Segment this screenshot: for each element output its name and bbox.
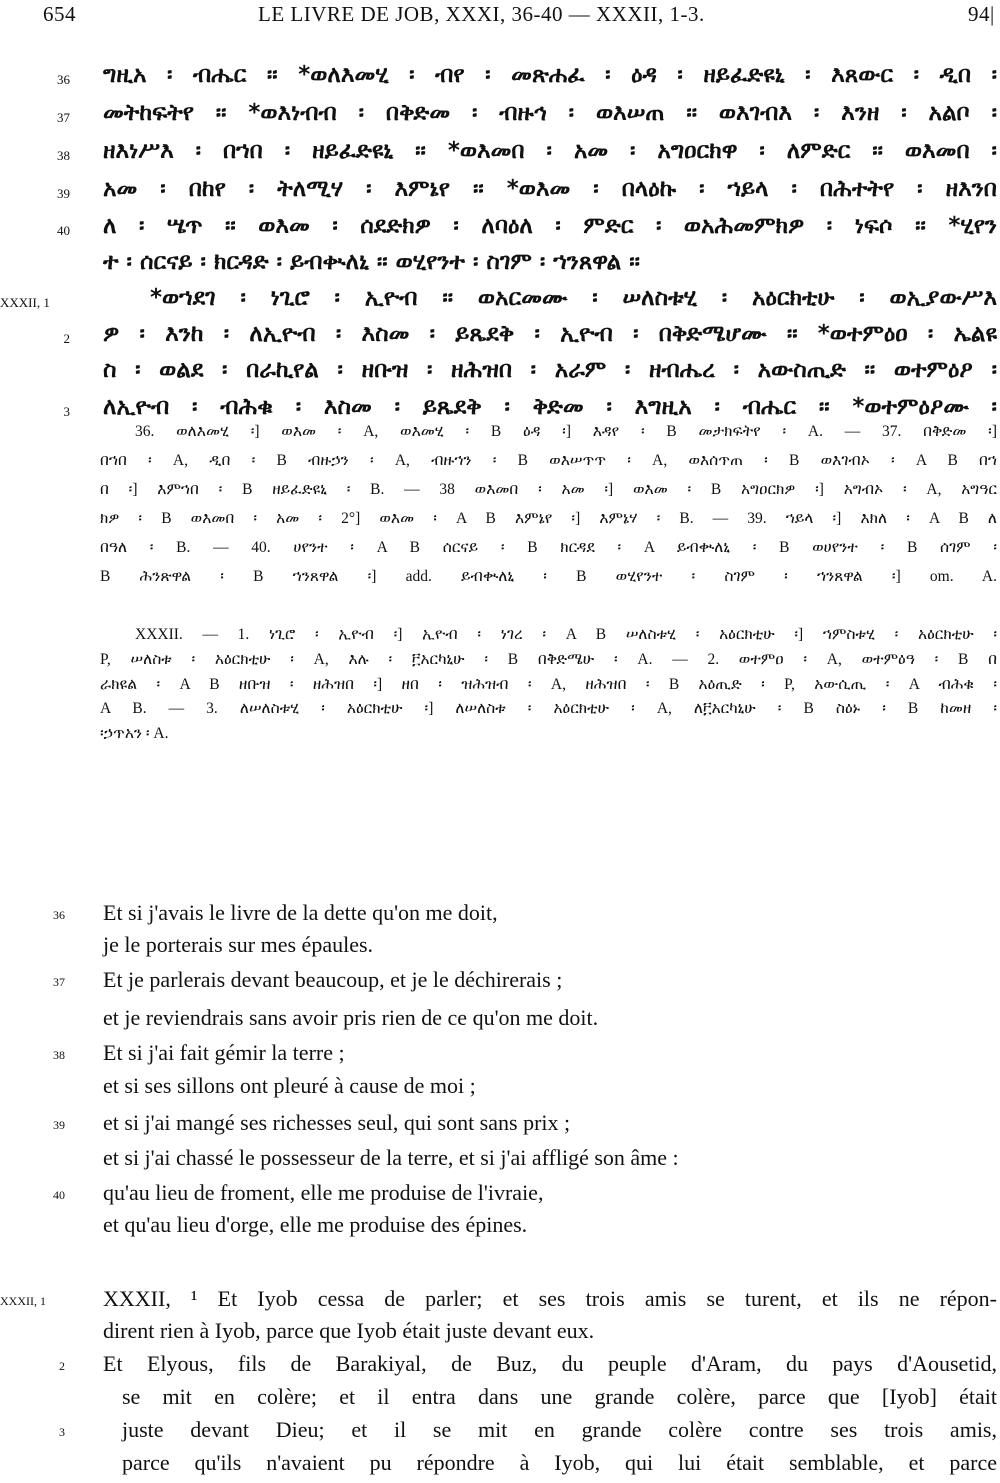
verse-number: 37 [57,110,70,125]
footnote-line: በዓለ ፡ B. — 40. ሀየንተ ፡ A B ሰርናይ ፡ B ክርዳደ ፡ A ይብቊለኒ ፡ B ወሀየንተ ፡ B ሰገም ፡ [100,539,997,556]
verse-number: 2 [59,1359,65,1373]
translation-line: et je reviendrais sans avoir pris rien de ce qu'on me doit. [103,1005,599,1030]
footnote-line: B ሕንጽዋል ፡ B ኀንጸዋል ፡] add. ይብቊለኒ ፡ B ወሂየንተ ፡ ስገም ፡ ኀንጸዋል ፡] om. A. [100,568,997,585]
verse-number: 38 [57,148,70,163]
translation-line: Et si j'ai fait gémir la terre ; [103,1040,345,1065]
footnote-line: በኀበ ፡ A, ዲበ ፡ B ብዙኃን ፡ A, ብዙኀን ፡ B ወእሠጥጥ ፡ A, ወእሰጥጠ ፡ B ወእገብኦ ፡ A B በኀ [100,452,997,469]
footnote-line: XXXII. — 1. ነጊሮ ፡ ኢዮብ ፡] ኢዮብ ፡ ነገረ ፡ A B ሠለስቱሂ ፡ አዕርክቲሁ ፡] ኀምስቱሂ ፡ አዕርክቲሁ ፡ [135,626,997,643]
footnote-line: A B. — 3. ለሠለስቱሂ ፡ አዕርክቲሁ ፡] ለሠለስቱ ፡ አዕርክቲሁ ፡ A, ለ፫አርካኒሁ ፡ B ስዕኑ ፡ B ከመዘ ፡ [100,700,997,717]
ethiopic-line: ግዚአ ፡ ብሔር ። *ወለእመሂ ፡ ብየ ፡ መጽሐፈ ፡ ዕዳ ፡ ዘይፈድዩኒ ፡ እጸውር ፡ ዲበ ፡ [103,62,997,88]
verse-number: 39 [57,186,70,201]
ethiopic-line: ዘእነሥእ ፡ በኀበ ፡ ዘይፈድዩኒ ። *ወእመበ ፡ አመ ፡ አግዐርክዋ ፡ ለምድር ። ወእመበ ፡ [103,138,997,164]
verse-number: XXXII, 1 [0,295,50,310]
footnote-line: ራክዩል ፡ A B ዘቡዝ ፡ ዘሕዝበ ፡] ዘበ ፡ ዝሕዝብ ፡ A, ዘሕዝበ ፡ B አዕጢድ ፡ P, አውሲጢ ፡ A ብሕቁ ፡ [100,676,997,693]
ethiopic-line: ለ ፡ ሤጥ ። ወእመ ፡ ሰደድክዎ ፡ ለባዕለ ፡ ምድር ፡ ወአሕመምክዎ ፡ ነፍሶ ። *ሂየን [103,213,997,239]
ethiopic-line: ተ ፡ ሰርናይ ፡ ክርዳድ ፡ ይብቊለኒ ። ወሂየንተ ፡ ስገም ፡ ኀንጸዋል ። [103,249,640,275]
verse-number: 2 [63,331,70,346]
translation-line: se mit en colère; et il entra dans une grande colère, parce que [Iyob] était [122,1384,997,1409]
verse-number: 39 [53,1118,65,1132]
verse-number: 37 [53,975,65,989]
ethiopic-line: *ወኀደገ ፡ ነጊሮ ፡ ኢዮብ ። ወአርመሙ ፡ ሠለስቱሂ ፡ አዕርክቲሁ ፡ ወኢያውሥእ [150,285,997,311]
translation-line: je le porterais sur mes épaules. [103,932,374,957]
translation-line: et si j'ai mangé ses richesses seul, qui sont sans prix ; [103,1110,571,1135]
verse-number: 36 [57,72,70,87]
verse-number: 3 [63,404,70,419]
ethiopic-line: አመ ፡ በከየ ፡ ትለሚሃ ፡ እምኔየ ። *ወእመ ፡ በላዕኩ ፡ ኀይላ ፡ በሕተትየ ፡ ዘእንበ [103,176,997,202]
footnote-line: 36. ወለእመሂ ፡] ወእመ ፡ A, ወእመሂ ፡ B ዕዳ ፡] እዳየ ፡ B መታክፍትየ ፡ A. — 37. በቅድመ ፡] [135,423,997,440]
translation-line: Et si j'avais le livre de la dette qu'on me doit, [103,900,498,925]
footnote-line: በ ፡] እምኀበ ፡ B ዘይፈድዩኒ ፡ B. — 38 ወእመበ ፡ አመ ፡] ወእመ ፡ B አግዐርክዎ ፡] አግብኦ ፡ A, አግዓር [100,481,997,498]
translation-line: XXXII, ¹ Et Iyob cessa de parler; et ses trois amis se turent, et ils ne répon- [103,1286,997,1311]
translation-line: juste devant Dieu; et il se mit en grande colère contre ses trois amis, [122,1417,997,1442]
ethiopic-line: መትከፍትየ ። *ወእነብብ ፡ በቅድመ ፡ ብዙኅ ፡ ወእሠጠ ። ወእገብእ ፡ እንዘ ፡ አልቦ ፡ [103,100,997,126]
page-number-left: 654 [43,2,76,26]
translation-line: et qu'au lieu d'orge, elle me produise des épines. [103,1212,528,1237]
verse-number: 36 [53,908,65,922]
footnote-line: P, ሠለስቱ ፡ አዕርክቲሁ ፡ A, እሉ ፡ ፫አርካኒሁ ፡ B በቅድሜሁ ፡ A. — 2. ወተምዐ ፡ A, ወተምዕዓ ፡ B በ [100,651,997,668]
verse-number: 3 [59,1425,65,1439]
footnote-line: ፡ኃጥአን ፡ A. [100,725,169,742]
footnote-line: ክዎ ፡ B ወእመበ ፡ አመ ፡ 2°] ወእመ ፡ A B እምኔየ ፡] እምኔሃ ፡ B. — 39. ኀይላ ፡] እክለ ፡ A B ለ [100,510,997,527]
translation-line: et si ses sillons ont pleuré à cause de moi ; [103,1073,476,1098]
translation-line: qu'au lieu de froment, elle me produise de l'ivraie, [103,1180,544,1205]
translation-line: Et Elyous, fils de Barakiyal, de Buz, du peuple d'Aram, du pays d'Aousetid, [103,1351,997,1376]
translation-line: et si j'ai chassé le possesseur de la terre, et si j'ai affligé son âme : [103,1145,679,1170]
verse-number: XXXII, 1 [0,1294,46,1308]
translation-line: dirent rien à Iyob, parce que Iyob était juste devant eux. [103,1318,595,1343]
verse-number: 38 [53,1048,65,1062]
verse-number: 40 [53,1188,65,1202]
page-number-right: 94| [968,2,995,26]
ethiopic-line: ለኢዮብ ፡ ብሕቁ ፡ እስመ ፡ ይጼደቅ ፡ ቅድመ ፡ እግዚአ ፡ ብሔር ። *ወተምዕዖሙ ፡ [103,394,997,420]
translation-line: Et je parlerais devant beaucoup, et je le déchirerais ; [103,967,563,992]
ethiopic-line: ዎ ፡ እንከ ፡ ለኢዮብ ፡ እስመ ፡ ይጼደቅ ፡ ኢዮብ ፡ በቅድሜሆሙ ። *ወተምዕዐ ፡ ኤልዩ [103,321,997,347]
translation-line: parce qu'ils n'avaient pu répondre à Iyob, qui lui était semblable, et parce [122,1450,997,1475]
verse-number: 40 [57,223,70,238]
running-title: LE LIVRE DE JOB, XXXI, 36-40 — XXXII, 1-3. [258,2,705,26]
ethiopic-line: ስ ፡ ወልደ ፡ በራኪየል ፡ ዘቡዝ ፡ ዘሕዝበ ፡ አራም ፡ ዘብሔረ ፡ አውስጢድ ። ወተምዕዖ ፡ [103,357,997,383]
